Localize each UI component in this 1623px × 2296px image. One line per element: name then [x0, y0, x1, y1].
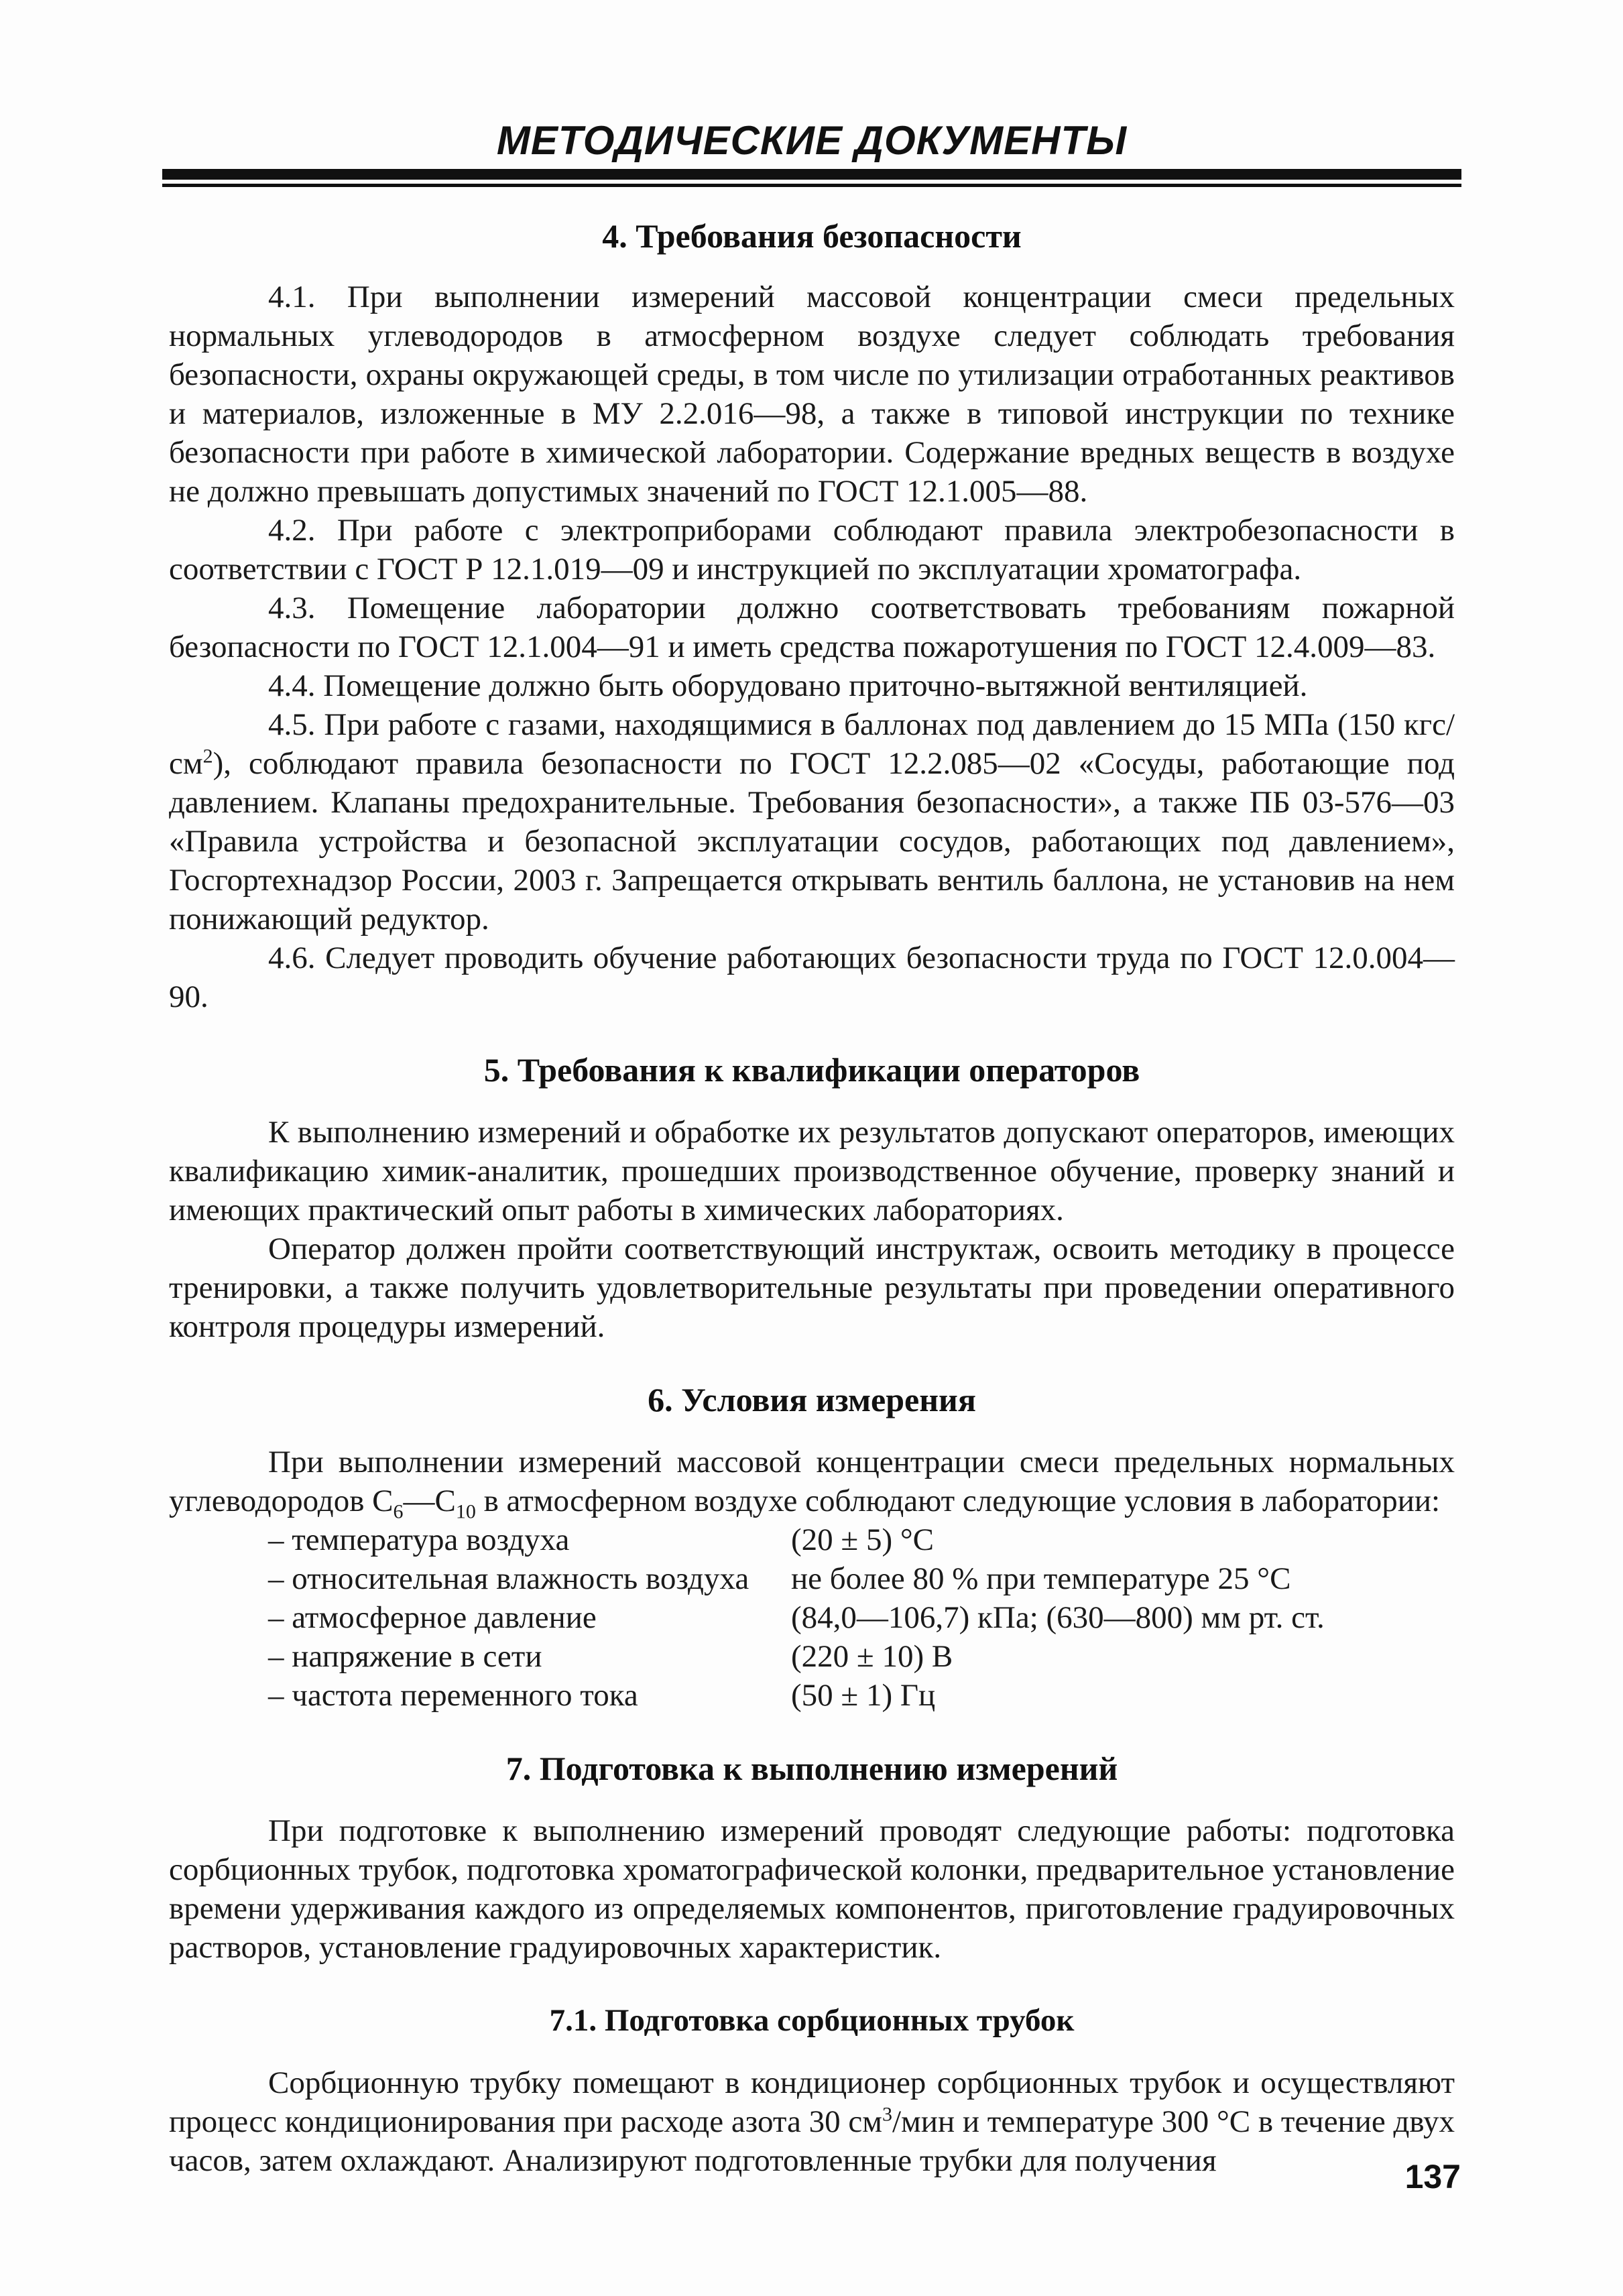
section-7-1-heading: 7.1. Подготовка сорбционных трубок — [549, 2003, 1075, 2038]
paragraph-7-1-part-b: /мин и температуре 300 °С в течение двух часов, затем охлаждают. Анализируют подготовленные трубки для получения — [169, 2104, 1455, 2178]
paragraph-4-2: 4.2. При работе с электроприборами соблюдают правила электробезопасности в соответствии с ГОСТ Р 12.1.019—09 и инструкцией по эксплуатации хроматографа. — [169, 513, 1455, 587]
condition-value: (50 ± 1) Гц — [791, 1678, 936, 1713]
paragraph-4-3: 4.3. Помещение лаборатории должно соответствовать требованиям пожарной безопасности по ГОСТ 12.1.004—91 и иметь средства пожаротушения по ГОСТ 12.4.009—83. — [169, 591, 1455, 664]
section-6-heading: 6. Условия измерения — [648, 1381, 976, 1418]
paragraph-5-1: К выполнению измерений и обработке их результатов допускают операторов, имеющих квалификацию химик-аналитик, прошедших производственное обучение, проверку знаний и имеющих практический опыт работы в химических лабораториях. — [169, 1115, 1455, 1227]
paragraph-5-2: Оператор должен пройти соответствующий инструктаж, освоить методику в процессе тренировки, а также получить удовлетворительные результаты при проведении оперативного контроля процедуры измерений. — [169, 1231, 1455, 1344]
header-rule-thin — [162, 184, 1461, 187]
condition-label: – атмосферное давление — [268, 1600, 597, 1635]
superscript-3: 3 — [882, 2103, 892, 2126]
paragraph-7-1-part-a: Сорбционную трубку помещают в кондиционер сорбционных трубок и осуществляют процесс кондиционирования при расходе азота 30 см — [169, 2065, 1455, 2139]
condition-label: – напряжение в сети — [268, 1639, 542, 1674]
paragraph-6-intro-part-a: При выполнении измерений массовой концентрации смеси предельных нормальных углеводородов С — [169, 1445, 1455, 1518]
paragraph-7: При подготовке к выполнению измерений проводят следующие работы: подготовка сорбционных трубок, подготовка хроматографической колонки, предварительное установление времени удерживания каждого из определяемых компонентов, приготовление градуировочных растворов, установление градуировочных характеристик. — [169, 1813, 1455, 1965]
paragraph-6-intro — [169, 1443, 1455, 1523]
conditions-table — [268, 1520, 1325, 1715]
condition-label: – частота переменного тока — [268, 1678, 638, 1713]
superscript-2: 2 — [202, 745, 213, 768]
paragraph-6-intro-part-c: в атмосферном воздухе соблюдают следующие условия в лаборатории: — [475, 1484, 1441, 1518]
condition-value: (220 ± 10) В — [791, 1639, 953, 1674]
condition-row — [268, 1676, 1325, 1715]
condition-row — [268, 1637, 1325, 1676]
condition-label: – температура воздуха — [268, 1522, 570, 1557]
paragraph-4-6: 4.6. Следует проводить обучение работающих безопасности труда по ГОСТ 12.0.004—90. — [169, 941, 1455, 1014]
condition-value: не более 80 % при температуре 25 °С — [791, 1561, 1291, 1596]
section-5-heading: 5. Требования к квалификации операторов — [483, 1051, 1140, 1089]
header-rule-thick — [162, 169, 1461, 180]
paragraph-4-5-part-a: 4.5. При работе с газами, находящимися в баллонах под давлением до 15 МПа (150 кгс/см — [169, 707, 1455, 781]
condition-row — [268, 1598, 1325, 1637]
paragraph-4-5-part-b: ), соблюдают правила безопасности по ГОСТ 12.2.085—02 «Сосуды, работающие под давлением. Клапаны предохранительные. Требования безопасности», а также ПБ 03-576—03 «Правила устройства и безопасной эксплуатации сосудов, работающих под давлением», Госгортехнадзор России, 2003 г. Запрещается открывать вентиль баллона, не установив на нем понижающий редуктор. — [169, 746, 1455, 936]
subscript-6: 6 — [393, 1500, 404, 1523]
paragraph-7-1 — [169, 2063, 1455, 2180]
paragraph-4-1: 4.1. При выполнении измерений массовой концентрации смеси предельных нормальных углеводородов в атмосферном воздухе следует соблюдать требования безопасности, охраны окружающей среды, в том числе по утилизации отработанных реактивов и материалов, изложенные в МУ 2.2.016—98, а также в типовой инструкции по технике безопасности при работе в химической лаборатории. Содержание вредных веществ в воздухе не должно превышать допустимых значений по ГОСТ 12.1.005—88. — [169, 280, 1455, 509]
condition-value: (84,0—106,7) кПа; (630—800) мм рт. ст. — [791, 1600, 1325, 1635]
condition-row — [268, 1559, 1325, 1598]
condition-value: (20 ± 5) °С — [791, 1522, 934, 1557]
document-body — [169, 216, 1455, 2180]
condition-row — [268, 1520, 1325, 1559]
condition-label: – относительная влажность воздуха — [268, 1561, 749, 1596]
section-7-heading: 7. Подготовка к выполнению измерений — [505, 1750, 1118, 1787]
subscript-10: 10 — [455, 1500, 476, 1523]
paragraph-4-5 — [169, 705, 1455, 939]
paragraph-4-4: 4.4. Помещение должно быть оборудовано приточно-вытяжной вентиляцией. — [268, 668, 1308, 703]
running-head-title: МЕТОДИЧЕСКИЕ ДОКУМЕНТЫ — [496, 118, 1128, 163]
paragraph-6-intro-part-b: —С — [403, 1484, 456, 1518]
section-4-heading: 4. Требования безопасности — [602, 217, 1022, 255]
page-number: 137 — [1404, 2158, 1461, 2195]
